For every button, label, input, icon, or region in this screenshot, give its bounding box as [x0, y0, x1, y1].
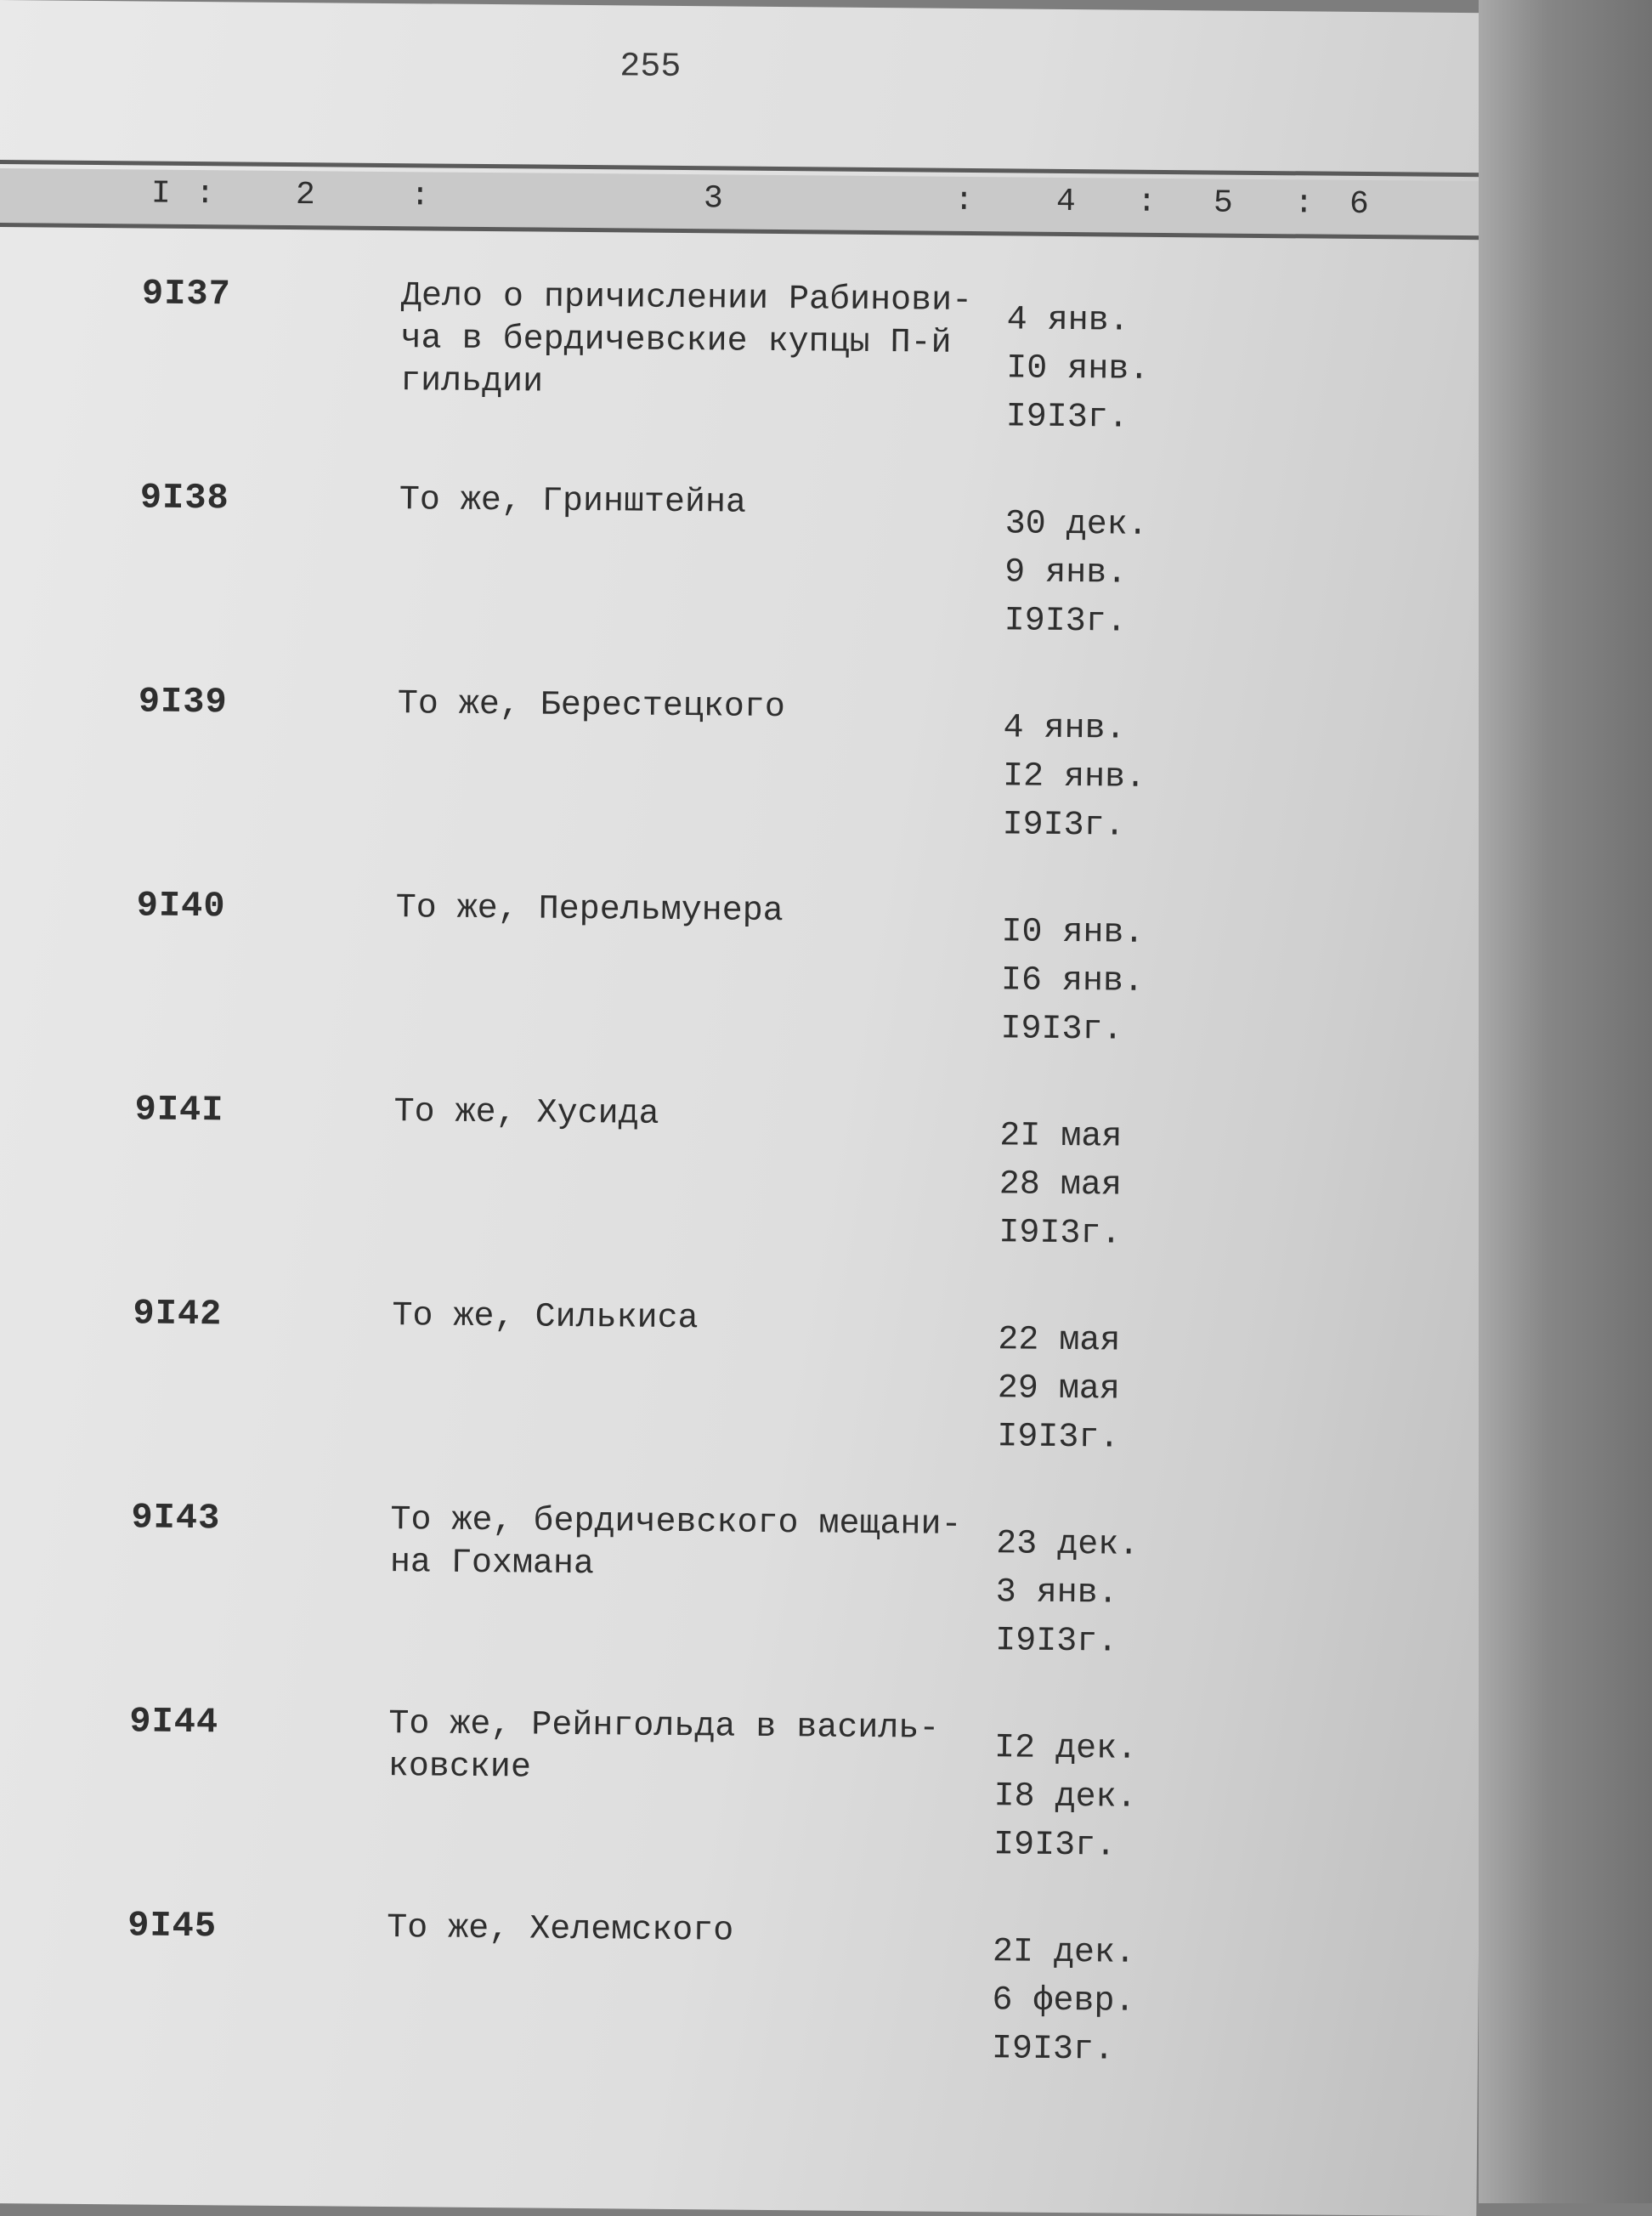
entry-number: 9I38	[139, 477, 229, 519]
date-year: I9I3г.	[1000, 1010, 1123, 1050]
date-start: 2I мая	[999, 1117, 1123, 1157]
entry-title-line: на Гохмана	[389, 1544, 595, 1584]
entry-title-line: ча в бердичевские купцы П-й	[400, 320, 952, 363]
date-start: 30 дек.	[1004, 505, 1148, 545]
entry-row	[0, 884, 1479, 1050]
entry-row	[0, 476, 1483, 642]
date-year: I9I3г.	[991, 2030, 1115, 2070]
entry-dates	[997, 1316, 1121, 1462]
entry-title-line: То же, Хелемского	[387, 1909, 734, 1951]
date-year: I9I3г.	[1005, 398, 1129, 438]
entry-number: 9I40	[136, 885, 226, 927]
date-end: 28 мая	[999, 1165, 1123, 1205]
entry-row	[0, 272, 1485, 438]
date-start: 22 мая	[998, 1321, 1121, 1361]
date-end: I0 янв.	[1006, 349, 1150, 389]
date-end: I6 янв.	[1000, 961, 1145, 1001]
entry-title-line: То же, Хусида	[393, 1093, 659, 1134]
entry-title-line: То же, Силькиса	[392, 1297, 699, 1339]
header-col-3: 3	[703, 180, 723, 218]
header-sep: :	[195, 176, 216, 213]
entry-dates	[993, 1724, 1138, 1870]
entry-title	[395, 887, 1007, 935]
entry-number: 9I4I	[134, 1089, 224, 1131]
entry-row	[0, 680, 1481, 846]
date-year: I9I3г.	[997, 1418, 1120, 1458]
entry-number: 9I44	[129, 1701, 219, 1743]
date-start: 4 янв.	[1006, 301, 1129, 341]
date-year: I9I3г.	[1002, 806, 1125, 846]
entry-dates	[1002, 704, 1146, 850]
entry-title-line: То же, Берестецкого	[397, 685, 786, 728]
entry-dates	[1004, 500, 1148, 646]
date-end: 29 мая	[997, 1369, 1121, 1409]
entry-dates	[1000, 908, 1145, 1054]
entry-title	[400, 275, 1013, 408]
entry-title-line: ковские	[388, 1748, 532, 1788]
entry-dates	[992, 1928, 1136, 2074]
date-start: 23 дек.	[995, 1525, 1140, 1565]
date-year: I9I3г.	[994, 1622, 1118, 1662]
date-year: I9I3г.	[993, 1826, 1117, 1866]
date-start: 4 янв.	[1003, 709, 1126, 749]
header-sep: :	[1293, 185, 1314, 223]
entry-row	[0, 1292, 1476, 1458]
page-number: 255	[620, 48, 682, 87]
entry-title	[387, 1907, 999, 1955]
date-end: 3 янв.	[995, 1573, 1118, 1613]
entry-row	[0, 1496, 1474, 1662]
header-col-6: 6	[1349, 185, 1369, 224]
date-year: I9I3г.	[999, 1214, 1122, 1254]
date-end: 6 февр.	[992, 1981, 1135, 2021]
entry-number: 9I43	[131, 1497, 221, 1539]
entry-number: 9I42	[133, 1293, 223, 1335]
entry-row	[0, 1904, 1470, 2070]
entry-title	[390, 1499, 1003, 1590]
entry-number: 9I45	[127, 1905, 218, 1947]
page-edge-shadow	[1479, 0, 1652, 2203]
entry-title	[392, 1295, 1004, 1343]
entry-title-line: То же, бердичевского мещани-	[390, 1501, 962, 1544]
date-start: I2 дек.	[993, 1729, 1138, 1769]
entry-dates	[995, 1520, 1140, 1666]
date-end: I8 дек.	[993, 1777, 1137, 1817]
date-end: I2 янв.	[1002, 757, 1146, 797]
date-year: I9I3г.	[1004, 602, 1127, 642]
entry-number: 9I39	[138, 681, 228, 723]
header-col-2: 2	[295, 177, 316, 214]
entry-title	[388, 1703, 1001, 1794]
header-col-5: 5	[1213, 184, 1233, 222]
entry-title	[393, 1091, 1005, 1139]
date-start: I0 янв.	[1001, 913, 1145, 953]
entry-number: 9I37	[141, 273, 232, 315]
date-start: 2I дек.	[992, 1933, 1136, 1973]
entry-row	[0, 1088, 1478, 1254]
header-sep: :	[410, 178, 431, 215]
entry-dates	[1006, 296, 1151, 442]
header-sep: :	[953, 182, 974, 220]
entry-title-line: То же, Перельмунера	[395, 889, 784, 932]
entry-title-line: Дело о причислении Рабинови-	[400, 277, 973, 320]
entry-row	[0, 1700, 1472, 1866]
entry-title-line: гильдии	[399, 362, 544, 402]
entry-title	[399, 479, 1011, 527]
entry-title	[398, 683, 1010, 731]
header-col-4: 4	[1055, 183, 1076, 221]
entry-dates	[999, 1112, 1123, 1258]
header-col-1: I	[150, 175, 172, 213]
date-end: 9 янв.	[1004, 553, 1128, 593]
entry-title-line: То же, Рейнгольда в василь-	[388, 1705, 940, 1748]
entry-title-line: То же, Гринштейна	[399, 481, 747, 523]
header-sep: :	[1136, 184, 1157, 221]
